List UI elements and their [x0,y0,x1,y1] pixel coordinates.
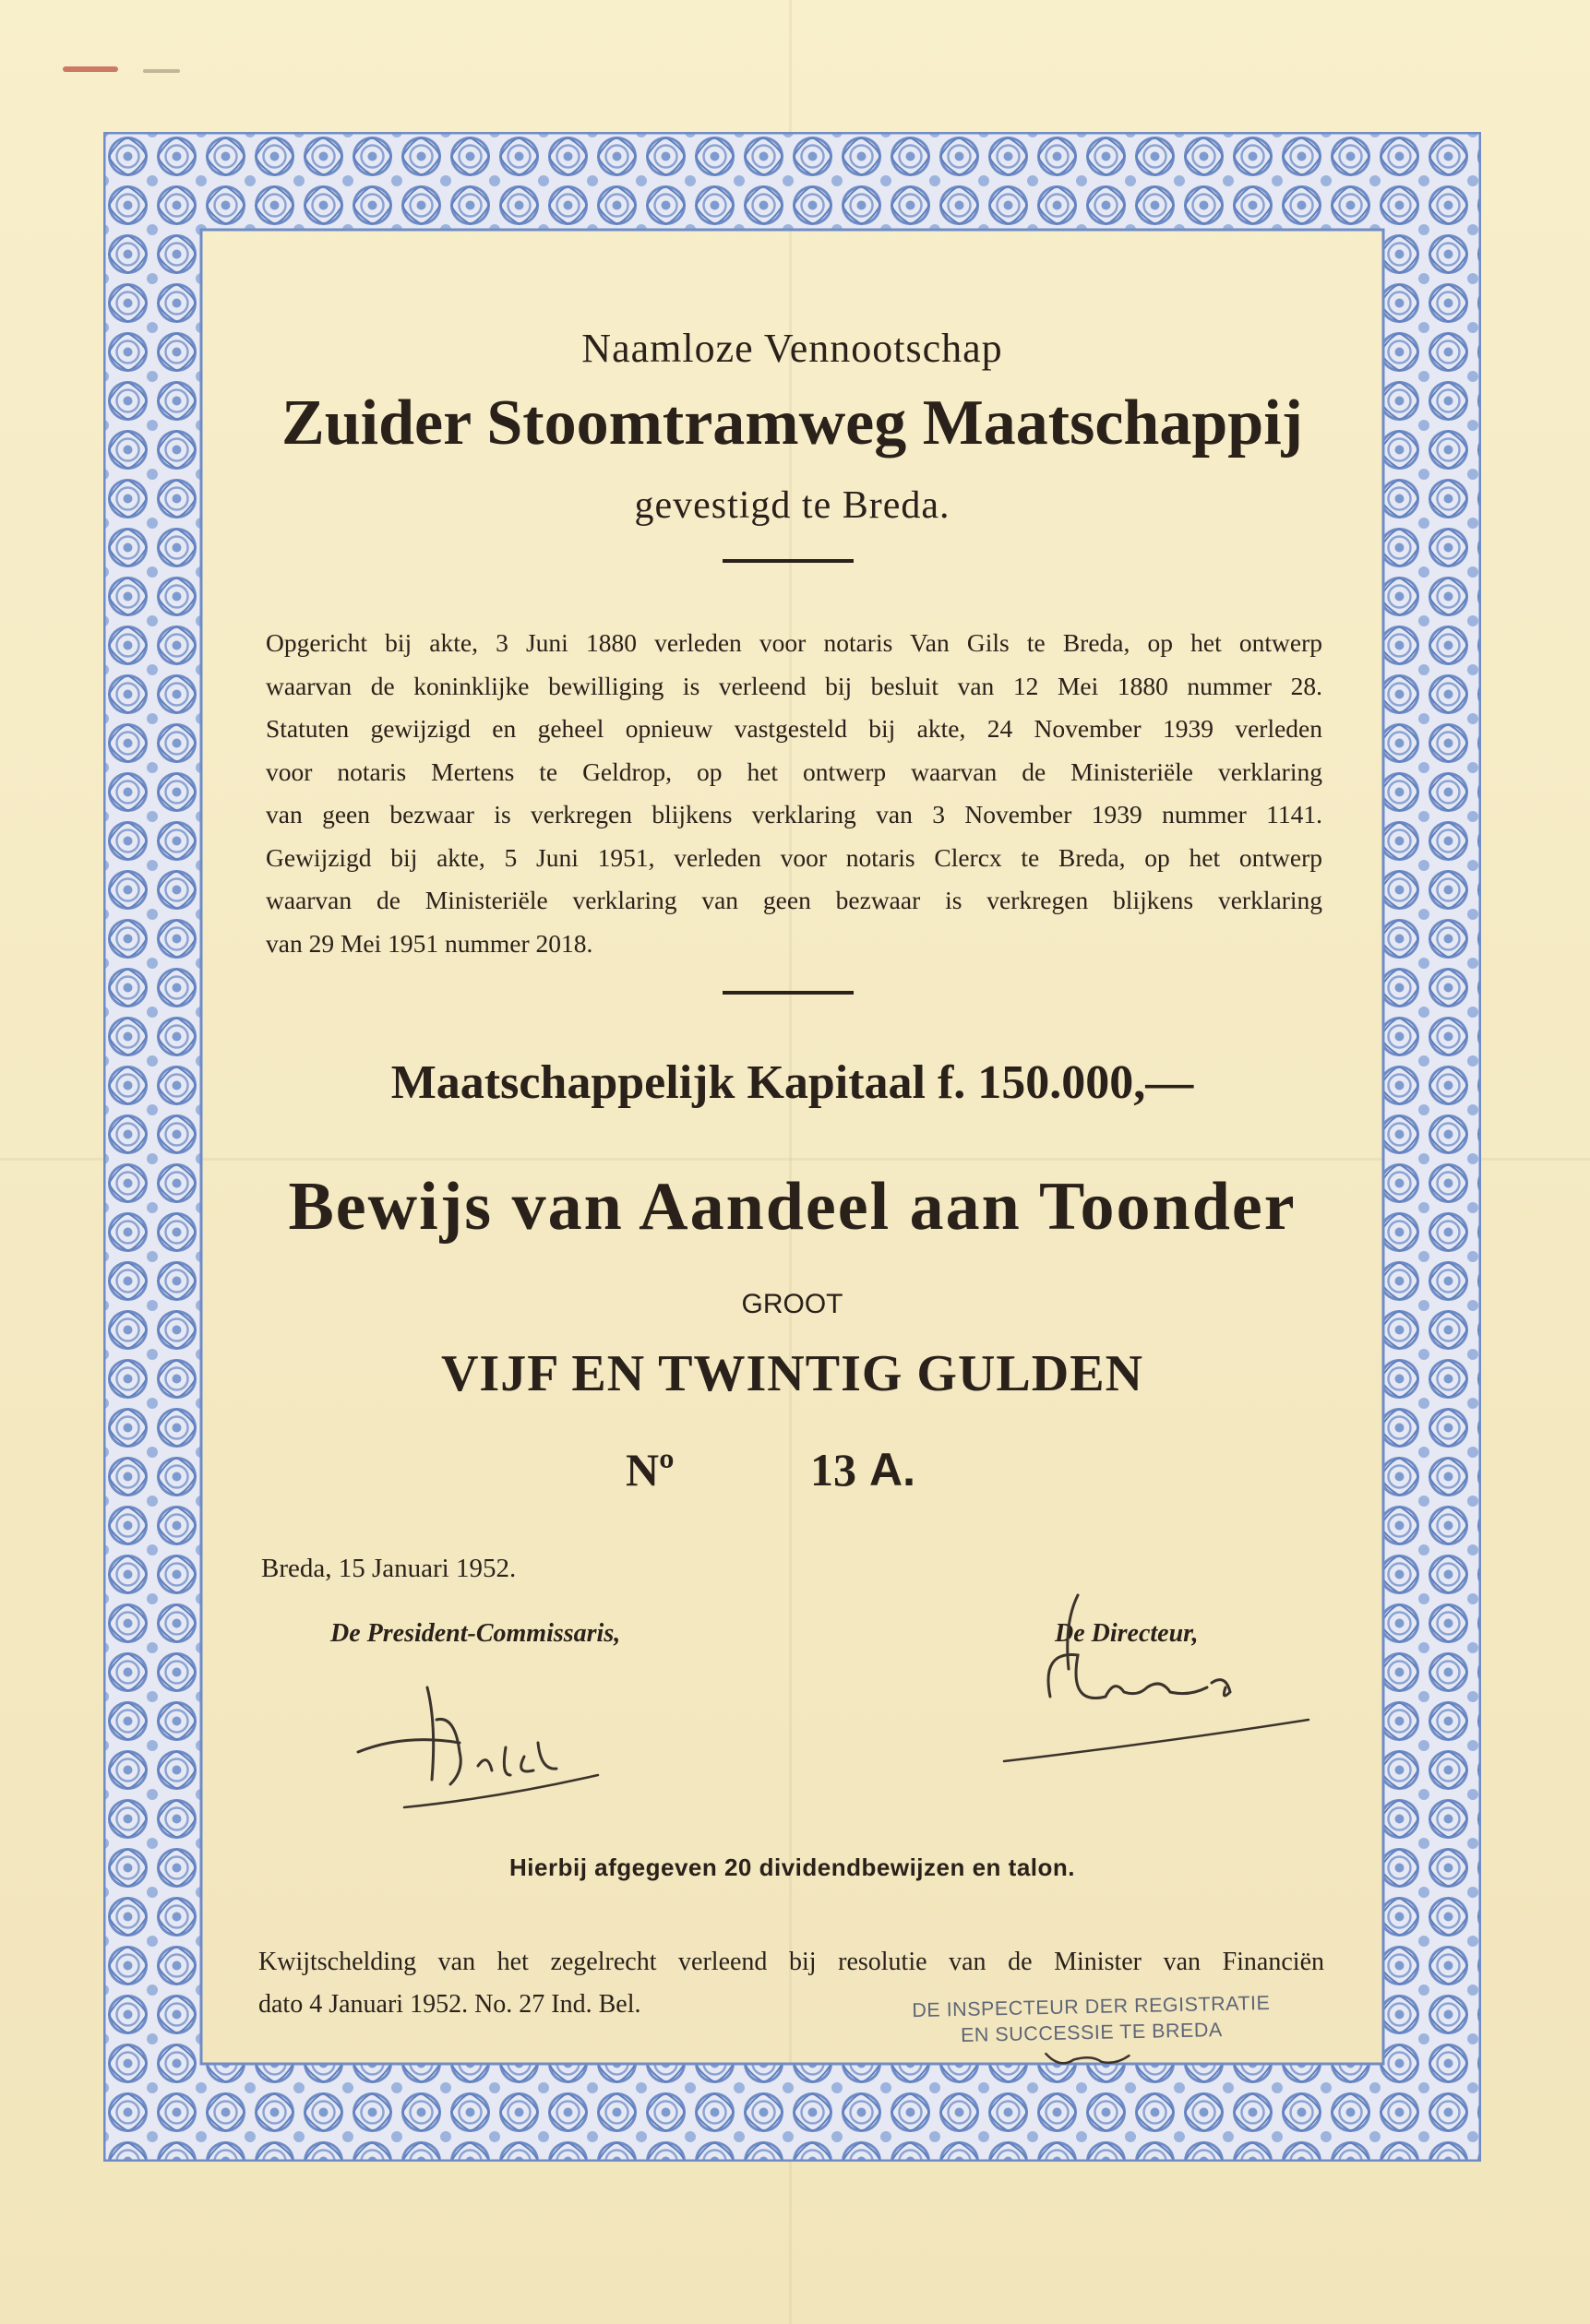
history-line: waarvan de koninklijke bewilliging is verleend bij besluit van 12 Mei 1880 nummer 28. [266,671,1322,700]
director-title: De Directeur, [1055,1619,1199,1648]
divider-rule [723,559,854,563]
divider-rule [723,991,854,995]
company-seat: gevestigd te Breda. [634,484,950,527]
history-line: voor notaris Mertens te Geldrop, op het ontwerp waarvan de Ministeriële verklaring [266,757,1322,786]
certificate-title: Bewijs van Aandeel aan Toonder [288,1169,1297,1245]
history-line: Opgericht bij akte, 3 Juni 1880 verleden voor notaris Van Gils te Breda, op het ontwerp [266,628,1322,657]
signature-president [349,1669,626,1835]
ink-mark-small [143,69,180,73]
history-line: Gewijzigd bij akte, 5 Juni 1951, verleden voor notaris Clercx te Breda, op het ontwerp [266,842,1322,872]
stamp-line: EN SUCCESSIE TE BREDA [960,2019,1223,2046]
history-line: van geen bezwaar is verkregen blijkens verklaring van 3 November 1939 nummer 1141. [266,800,1322,828]
share-capital: Maatschappelijk Kapitaal f. 150.000,— [390,1056,1194,1109]
number-label: Nº [626,1444,675,1496]
groot-label: GROOT [741,1289,843,1319]
stamp-initials [1036,2044,1148,2075]
company-name: Zuider Stoomtramweg Maatschappij [281,387,1303,459]
signature-director [976,1586,1327,1789]
ink-mark [63,66,118,72]
history-line: van 29 Mei 1951 nummer 2018. [266,928,593,958]
stamp-line: DE INSPECTEUR DER REGISTRATIE [912,1991,1271,2022]
history-line: waarvan de Ministeriële verklaring van geen bezwaar is verkregen blijkens verklaring [266,886,1322,914]
company-type: Naamloze Vennootschap [581,326,1003,371]
number-digits: 13 [810,1444,856,1496]
place-date: Breda, 15 Januari 1952. [261,1554,517,1583]
stamp-duty-line: dato 4 Januari 1952. No. 27 Ind. Bel. [258,1990,641,2019]
registration-stamp [906,1990,1277,2083]
denomination: VIJF EN TWINTIG GULDEN [440,1345,1144,1402]
certificate-number [810,1443,915,1496]
history-line: Statuten gewijzigd en geheel opnieuw vastgesteld bij akte, 24 November 1939 verleden [266,714,1322,743]
stamp-duty-line: Kwijtschelding van het zegelrecht verleend bij resolutie van de Minister van Financiën [258,1948,1324,1976]
incorporation-history [266,622,1322,965]
president-commissioner-title: De President-Commissaris, [330,1619,621,1648]
dividend-note: Hierbij afgegeven 20 dividendbewijzen en talon. [509,1853,1075,1881]
number-suffix: A. [869,1444,915,1496]
certificate-body [201,230,1383,2064]
